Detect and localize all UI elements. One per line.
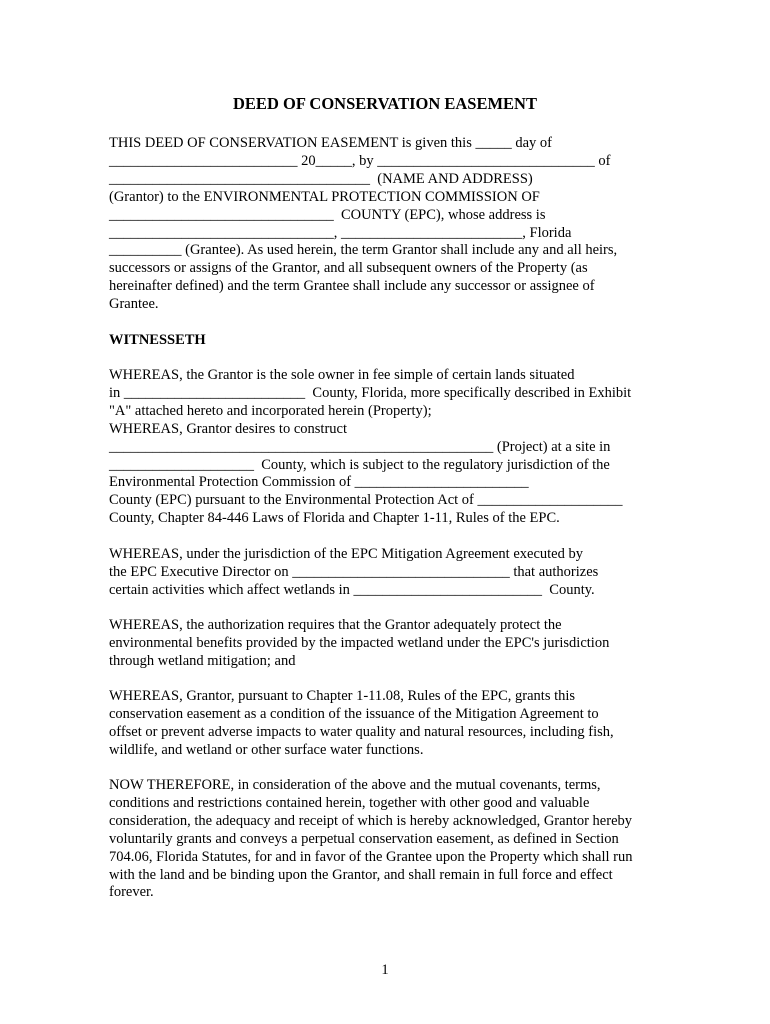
intro-line: (Grantor) to the ENVIRONMENTAL PROTECTION COMMISSION OF	[109, 188, 540, 205]
whereas-line: WHEREAS, Grantor desires to construct	[109, 420, 347, 437]
now-therefore-paragraph	[109, 777, 649, 902]
now-therefore-line: consideration, the adequacy and receipt of which is hereby acknowledged, Grantor hereby	[109, 812, 632, 829]
whereas-line: WHEREAS, the authorization requires that the Grantor adequately protect the	[109, 617, 562, 633]
whereas-line: Environmental Protection Commission of ________________________	[109, 474, 529, 491]
whereas-paragraph-3	[109, 617, 649, 671]
intro-line: ____________________________________ (NAME AND ADDRESS)	[109, 170, 533, 187]
whereas-line: "A" attached hereto and incorporated herein (Property);	[109, 402, 432, 419]
page-number: 1	[381, 962, 389, 978]
now-therefore-line: NOW THEREFORE, in consideration of the above and the mutual covenants, terms,	[109, 777, 601, 793]
now-therefore-line: 704.06, Florida Statutes, for and in favor of the Grantee upon the Property which shall run	[109, 848, 633, 865]
whereas-paragraph-1	[109, 367, 649, 528]
whereas-line: WHEREAS, under the jurisdiction of the EPC Mitigation Agreement executed by	[109, 546, 583, 562]
whereas-line: WHEREAS, Grantor, pursuant to Chapter 1-11.08, Rules of the EPC, grants this	[109, 688, 576, 704]
whereas-line: _____________________________________________________ (Project) at a site in	[109, 438, 611, 455]
intro-line: Grantee.	[109, 296, 159, 313]
now-therefore-line: with the land and be binding upon the Grantor, and shall remain in full force and effect	[109, 866, 613, 883]
whereas-line: certain activities which affect wetlands in __________________________ County.	[109, 581, 595, 598]
whereas-line: ____________________ County, which is subject to the regulatory jurisdiction of the	[109, 456, 610, 473]
now-therefore-line: forever.	[109, 884, 154, 901]
whereas-line: in _________________________ County, Florida, more specifically described in Exhibit	[109, 384, 632, 401]
whereas-line: the EPC Executive Director on ______________________________ that authorizes	[109, 563, 599, 580]
intro-paragraph	[109, 135, 649, 314]
whereas-paragraph-2	[109, 546, 649, 600]
now-therefore-line: voluntarily grants and conveys a perpetual conservation easement, as defined in Section	[109, 830, 619, 847]
whereas-line: offset or prevent adverse impacts to water quality and natural resources, including fish,	[109, 723, 614, 740]
intro-line: _______________________________ COUNTY (EPC), whose address is	[109, 206, 546, 223]
intro-line: _______________________________, _________________________, Florida	[109, 224, 572, 241]
intro-line: hereinafter defined) and the term Grantee shall include any successor or assignee of	[109, 278, 595, 295]
whereas-line: WHEREAS, the Grantor is the sole owner in fee simple of certain lands situated	[109, 367, 575, 383]
whereas-line: through wetland mitigation; and	[109, 652, 296, 669]
intro-line: successors or assigns of the Grantor, and all subsequent owners of the Property (as	[109, 260, 588, 277]
intro-line: THIS DEED OF CONSERVATION EASEMENT is given this _____ day of	[109, 135, 552, 151]
whereas-line: wildlife, and wetland or other surface water functions.	[109, 741, 424, 758]
whereas-line: conservation easement as a condition of the issuance of the Mitigation Agreement to	[109, 705, 599, 722]
intro-line: __________________________ 20_____, by ______________________________ of	[109, 152, 611, 169]
whereas-paragraph-4	[109, 688, 649, 760]
now-therefore-line: conditions and restrictions contained herein, together with other good and valuable	[109, 794, 590, 811]
whereas-line: County, Chapter 84-446 Laws of Florida and Chapter 1-11, Rules of the EPC.	[109, 510, 560, 527]
whereas-line: environmental benefits provided by the impacted wetland under the EPC's jurisdiction	[109, 634, 610, 651]
document-title: DEED OF CONSERVATION EASEMENT	[233, 94, 537, 113]
witnesseth-heading: WITNESSETH	[109, 332, 206, 348]
witnesseth-section	[109, 332, 649, 350]
intro-line: __________ (Grantee). As used herein, the term Grantor shall include any and all heirs,	[109, 242, 618, 259]
whereas-line: County (EPC) pursuant to the Environmental Protection Act of ____________________	[109, 492, 623, 509]
